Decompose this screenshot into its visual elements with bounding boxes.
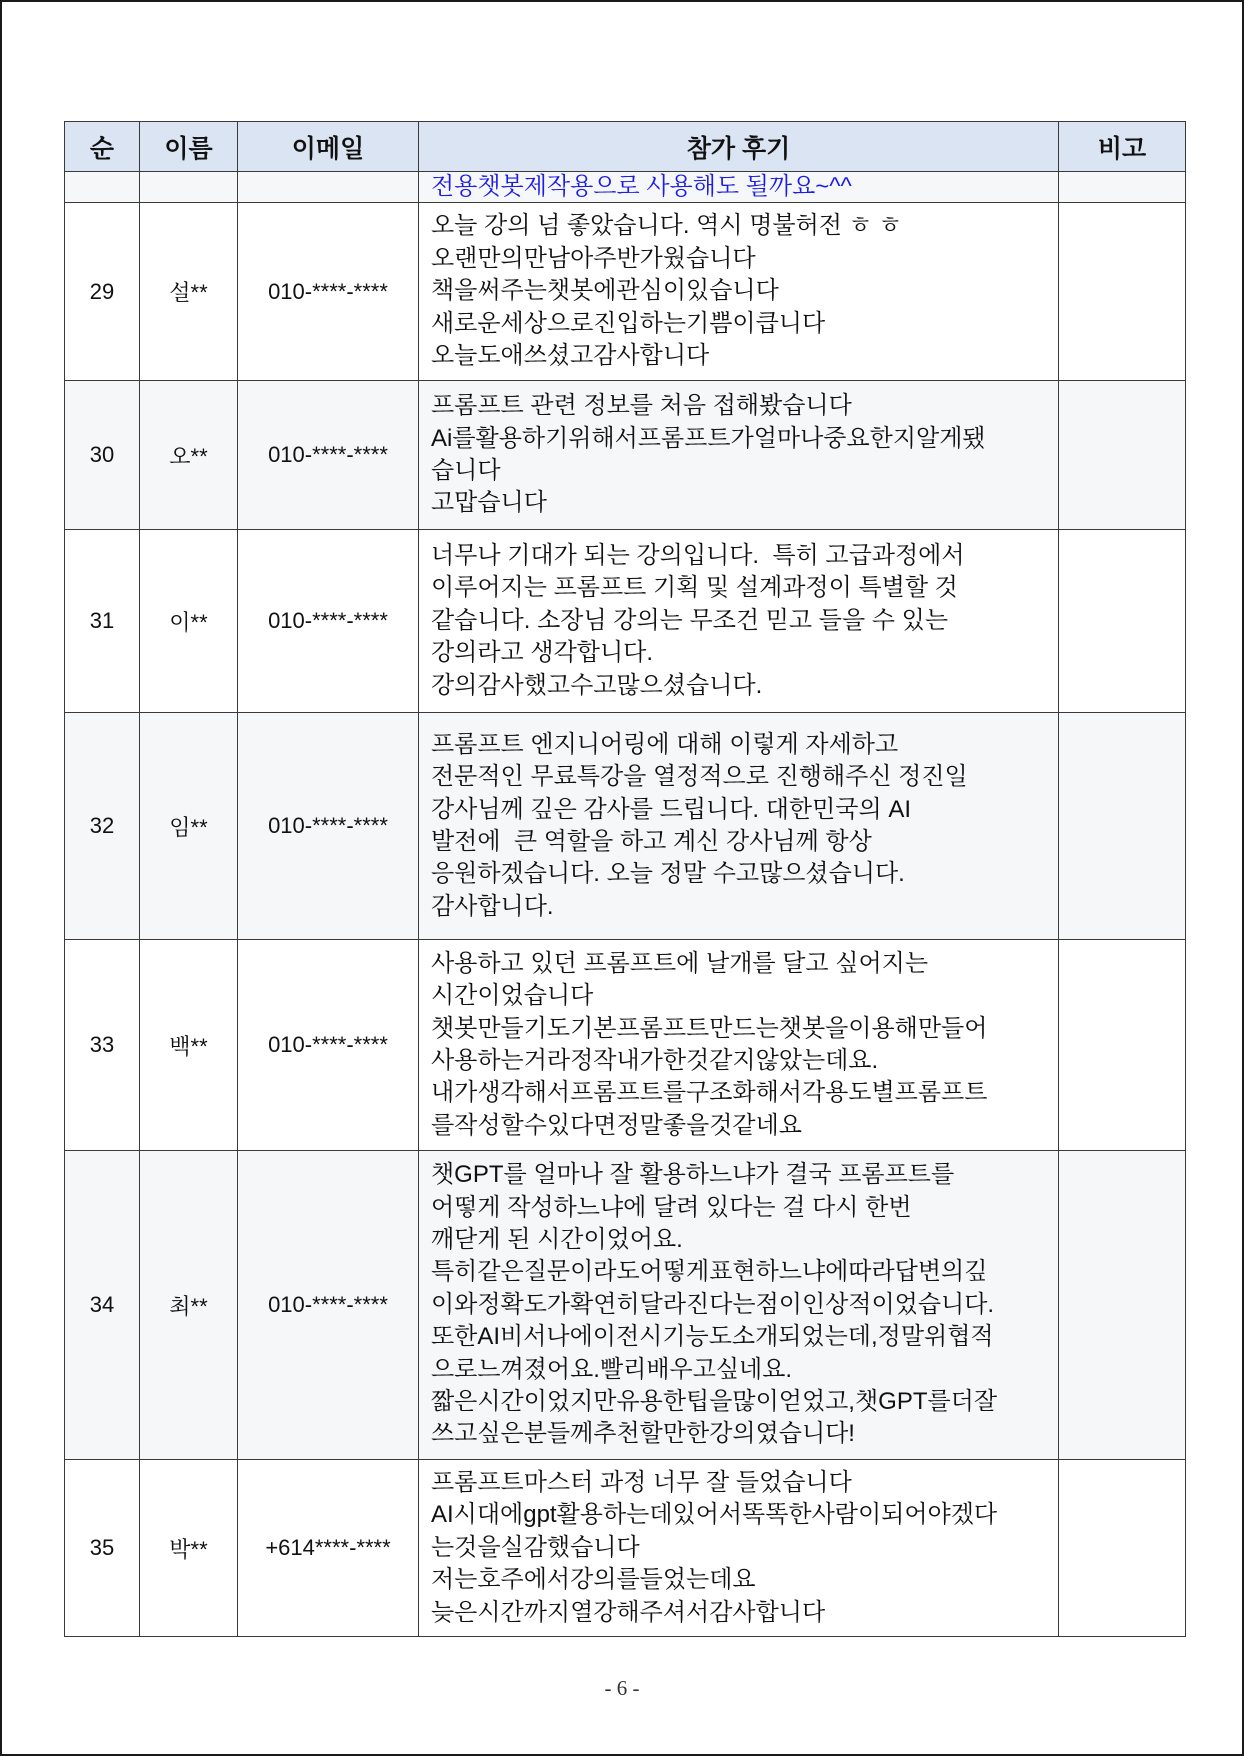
table-body bbox=[65, 172, 1186, 1637]
review-line: 새로운세상으로진입하는기쁨이큽니다 bbox=[431, 309, 826, 337]
participant-email bbox=[238, 172, 419, 203]
header-note: 비고 bbox=[1059, 122, 1186, 172]
participant-email: 010-****-**** bbox=[238, 530, 419, 713]
table-row bbox=[65, 172, 1186, 203]
review-line: 오랜만의만남아주반가웠습니다 bbox=[431, 244, 756, 272]
participant-name: 백** bbox=[140, 940, 238, 1151]
row-number: 35 bbox=[65, 1460, 140, 1637]
participant-name: 최** bbox=[140, 1151, 238, 1460]
review-line: 저는호주에서강의를들었는데요 bbox=[431, 1566, 756, 1594]
review-text bbox=[419, 713, 1059, 940]
participant-email: 010-****-**** bbox=[238, 381, 419, 530]
review-table bbox=[64, 121, 1186, 1637]
participant-name: 박** bbox=[140, 1460, 238, 1637]
review-line: 깨닫게 된 시간이었어요. bbox=[431, 1225, 683, 1253]
review-line: 는것을실감했습니다 bbox=[431, 1533, 640, 1561]
review-line: AI시대에gpt활용하는데있어서똑똑한사람이되어야겠다 bbox=[431, 1501, 998, 1529]
note-cell bbox=[1059, 940, 1186, 1151]
row-number: 32 bbox=[65, 713, 140, 940]
review-line: 오늘 강의 넘 좋았습니다. 역시 명불허전 ㅎ ㅎ bbox=[431, 212, 902, 240]
row-number: 34 bbox=[65, 1151, 140, 1460]
review-line: 감사합니다. bbox=[431, 892, 554, 920]
review-line: 시간이었습니다 bbox=[431, 982, 594, 1010]
review-line: 강의감사했고수고많으셨습니다. bbox=[431, 671, 763, 699]
review-line: 고맙습니다 bbox=[431, 489, 547, 517]
row-number: 33 bbox=[65, 940, 140, 1151]
review-line: 특히같은질문이라도어떻게표현하느냐에따라답변의깊 bbox=[431, 1258, 988, 1286]
table-row bbox=[65, 1151, 1186, 1460]
review-line: 프롬프트마스터 과정 너무 잘 들었습니다 bbox=[431, 1468, 852, 1496]
participant-email: 010-****-**** bbox=[238, 713, 419, 940]
review-line: 챗GPT를 얼마나 잘 활용하느냐가 결국 프롬프트를 bbox=[431, 1161, 955, 1189]
review-line: 챗봇만들기도기본프롬프트만드는챗봇을이용해만들어 bbox=[431, 1014, 988, 1042]
review-text bbox=[419, 172, 1059, 203]
review-line: 강사님께 깊은 감사를 드립니다. 대한민국의 AI bbox=[431, 795, 911, 823]
header-name: 이름 bbox=[140, 122, 238, 172]
review-text bbox=[419, 530, 1059, 713]
participant-name: 임** bbox=[140, 713, 238, 940]
page-number: - 6 - bbox=[604, 1676, 640, 1700]
participant-name: 오** bbox=[140, 381, 238, 530]
review-line: 또한AI비서나에이전시기능도소개되었는데,정말위협적 bbox=[431, 1323, 994, 1351]
participant-email: 010-****-**** bbox=[238, 940, 419, 1151]
row-number: 29 bbox=[65, 203, 140, 381]
review-line: 늦은시간까지열강해주셔서감사합니다 bbox=[431, 1598, 826, 1626]
row-number: 31 bbox=[65, 530, 140, 713]
review-line: 프롬프트 관련 정보를 처음 접해봤습니다 bbox=[431, 392, 852, 420]
review-line: 사용하는거라정작내가한것같지않았는데요. bbox=[431, 1047, 879, 1074]
table-row bbox=[65, 940, 1186, 1151]
table-row bbox=[65, 530, 1186, 713]
header-email: 이메일 bbox=[238, 122, 419, 172]
row-number: 30 bbox=[65, 381, 140, 530]
review-line: 를작성할수있다면정말좋을것같네요 bbox=[431, 1111, 802, 1139]
note-cell bbox=[1059, 713, 1186, 940]
review-text bbox=[419, 1460, 1059, 1637]
review-line: 이와정확도가확연히달라진다는점이인상적이었습니다. bbox=[431, 1290, 995, 1318]
review-line: 사용하고 있던 프롬프트에 날개를 달고 싶어지는 bbox=[431, 949, 929, 977]
table-header-row bbox=[65, 122, 1186, 172]
review-text bbox=[419, 940, 1059, 1151]
participant-name bbox=[140, 172, 238, 203]
review-line: 강의라고 생각합니다. bbox=[431, 639, 653, 667]
review-text bbox=[419, 381, 1059, 530]
review-line: 응원하겠습니다. 오늘 정말 수고많으셨습니다. bbox=[431, 860, 905, 888]
review-line: 전용챗봇제작용으로 사용해도 될까요~^^ bbox=[431, 173, 852, 200]
table-row bbox=[65, 713, 1186, 940]
note-cell bbox=[1059, 381, 1186, 530]
participant-email: 010-****-**** bbox=[238, 1151, 419, 1460]
participant-name: 설** bbox=[140, 203, 238, 381]
review-line: 너무나 기대가 되는 강의입니다. 특히 고급과정에서 bbox=[431, 541, 965, 569]
review-line: 어떻게 작성하느냐에 달려 있다는 걸 다시 한번 bbox=[431, 1193, 912, 1221]
review-line: 프롬프트 엔지니어링에 대해 이렇게 자세하고 bbox=[431, 730, 899, 758]
review-line: 전문적인 무료특강을 열정적으로 진행해주신 정진일 bbox=[431, 763, 968, 791]
table-row bbox=[65, 1460, 1186, 1637]
review-line: 짧은시간이었지만유용한팁을많이얻었고,챗GPT를더잘 bbox=[431, 1388, 998, 1416]
review-text bbox=[419, 203, 1059, 381]
review-text bbox=[419, 1151, 1059, 1460]
table-row bbox=[65, 203, 1186, 381]
note-cell bbox=[1059, 530, 1186, 713]
review-line: 내가생각해서프롬프트를구조화해서각용도별프롬프트 bbox=[431, 1079, 988, 1107]
review-line: 습니다 bbox=[431, 457, 501, 484]
participant-email: 010-****-**** bbox=[238, 203, 419, 381]
note-cell bbox=[1059, 1460, 1186, 1637]
participant-email: +614****-**** bbox=[238, 1460, 419, 1637]
review-line: 같습니다. 소장님 강의는 무조건 믿고 들을 수 있는 bbox=[431, 606, 949, 634]
review-line: 쓰고싶은분들께추천할만한강의였습니다! bbox=[431, 1420, 855, 1448]
review-line: 오늘도애쓰셨고감사합니다 bbox=[431, 342, 710, 370]
row-number bbox=[65, 172, 140, 203]
header-review: 참가 후기 bbox=[419, 122, 1059, 172]
note-cell bbox=[1059, 203, 1186, 381]
header-number: 순 bbox=[65, 122, 140, 172]
review-line: Ai를활용하기위해서프롬프트가얼마나중요한지알게됐 bbox=[431, 424, 986, 452]
note-cell bbox=[1059, 1151, 1186, 1460]
review-line: 으로느껴졌어요.빨리배우고싶네요. bbox=[431, 1355, 793, 1383]
review-line: 발전에 큰 역할을 하고 계신 강사님께 항상 bbox=[431, 828, 872, 855]
review-line: 책을써주는챗봇에관심이있습니다 bbox=[431, 277, 779, 305]
participant-name: 이** bbox=[140, 530, 238, 713]
table-row bbox=[65, 381, 1186, 530]
review-line: 이루어지는 프롬프트 기획 및 설계과정이 특별할 것 bbox=[431, 574, 958, 602]
note-cell bbox=[1059, 172, 1186, 203]
